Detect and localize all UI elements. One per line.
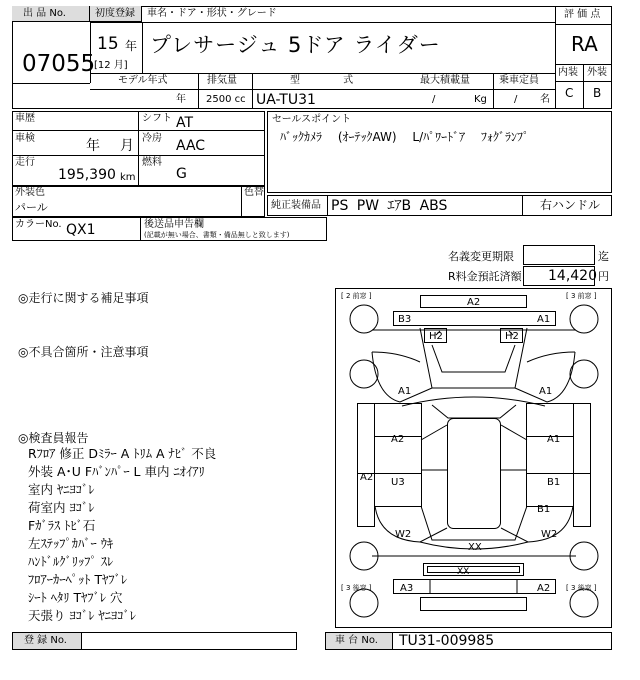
mark-rear-bumper-l: A3	[400, 583, 414, 594]
capacity-label: 乗車定員	[499, 75, 539, 86]
front-left-window-tag: [ 2 前窓 ]	[341, 292, 372, 300]
recycle-label: R料金預託済額	[448, 270, 522, 283]
mark-front-grille-r: A1	[537, 314, 551, 325]
mark-right-front-door: A1	[547, 434, 561, 445]
history-label: 車歴	[15, 113, 35, 124]
first-reg-year-unit: 年	[125, 39, 138, 53]
first-reg-label: 初度登録	[95, 8, 135, 19]
type-value: UA-TU31	[256, 92, 316, 108]
max-load-slash: /	[432, 94, 436, 105]
name-change-unit: 迄	[598, 250, 609, 263]
color-no-value: QX1	[66, 222, 96, 238]
mark-headlight-l: H2	[429, 331, 443, 342]
model-year-label: モデル年式	[118, 75, 168, 86]
ac-label: 冷房	[142, 133, 162, 144]
shift-value: AT	[176, 115, 194, 131]
fuel-label: 燃料	[142, 157, 162, 168]
report-line: ｼｰﾄ ﾍﾀﾘ Tﾔﾌﾞﾚ 穴	[28, 590, 123, 605]
reg-no-label: 登 録 No.	[24, 635, 67, 646]
report-line: 荷室内 ﾖｺﾞﾚ	[28, 500, 95, 515]
docs-note: (記載が無い場合、書類・備品無しと致します)	[144, 231, 290, 239]
steering-value: 右ハンドル	[540, 198, 601, 212]
mark-front-grille-l: B3	[398, 314, 412, 325]
mileage-value: 195,390	[58, 167, 116, 183]
ext-color-box	[12, 186, 265, 217]
sales-point-text: ﾊﾞｯｸｶﾒﾗ (ｵｰﾃｯｸAW) L/ﾊﾟﾜｰﾄﾞｱ ﾌｫｸﾞﾗﾝﾌﾟ	[280, 130, 529, 144]
first-reg-year: 15	[97, 34, 119, 54]
inspection-label: 車検	[15, 133, 35, 144]
name-change-label: 名義変更期限	[448, 250, 514, 263]
inspection-year: 年	[86, 138, 100, 154]
mark-right-rear-door: B1	[547, 477, 561, 488]
displacement-value: 2500 cc	[206, 94, 246, 105]
chassis-number: TU31-009985	[399, 633, 495, 649]
type-label: 型 式	[290, 75, 354, 86]
mark-left-rear-fender: W2	[395, 529, 412, 540]
report-line: 左ｽﾃｯﾌﾟｶﾊﾞｰ ｳｷ	[28, 536, 114, 551]
lot-number: 07055	[22, 51, 96, 77]
recycle-value: 14,420	[548, 268, 597, 284]
inspection-month: 月	[120, 138, 134, 154]
report-line: 天張り ﾖｺﾞﾚ ﾔﾆﾖｺﾞﾚ	[28, 608, 136, 623]
mark-rear-bumper-r: A2	[537, 583, 551, 594]
fuel-value: G	[176, 166, 187, 182]
report-line: 外装 A･U Fﾊﾞﾝﾊﾟｰ L 車内 ﾆｵｲｱﾘ	[28, 464, 205, 479]
report-line: 室内 ﾔﾆﾖｺﾞﾚ	[28, 482, 95, 497]
sales-point-label: セールスポイント	[272, 114, 352, 125]
defects-label: ◎不具合箇所・注意事項	[18, 345, 149, 359]
ext-color-value: パール	[15, 201, 48, 214]
mark-right-rear-quarter: B1	[537, 504, 551, 515]
displacement-label: 排気量	[207, 75, 237, 86]
report-line: Fｶﾞﾗｽ ﾄﾋﾞ石	[28, 518, 96, 533]
report-line: ﾊﾝﾄﾞﾙｸﾞﾘｯﾌﾟ ｽﾚ	[28, 554, 114, 569]
equipment-label: 純正装備品	[271, 200, 321, 211]
rear-left-window-tag: [ 3 後窓 ]	[341, 584, 372, 592]
capacity-unit: 名	[540, 94, 550, 105]
ext-color-label: 外装色	[15, 187, 45, 198]
mark-left-rocker: A2	[360, 472, 374, 483]
recycle-unit: 円	[598, 270, 609, 283]
driving-notes-label: ◎走行に関する補足事項	[18, 291, 149, 305]
mark-left-front-fender: A1	[398, 386, 412, 397]
mark-back-door: XX	[457, 567, 470, 577]
model-year-unit: 年	[176, 94, 186, 105]
car-name: プレサージュ 5ドア ライダー	[150, 33, 441, 57]
rear-right-window-tag: [ 3 後窓 ]	[566, 584, 597, 592]
front-right-window-tag: [ 3 前窓 ]	[566, 292, 597, 300]
mileage-label: 走行	[15, 157, 35, 168]
mark-right-rear-fender: W2	[541, 529, 558, 540]
rating-label: 評 価 点	[564, 9, 601, 20]
car-name-label: 車名・ドア・形状・グレード	[147, 8, 277, 19]
exterior-label: 外装	[587, 67, 607, 78]
mark-left-front-door: A2	[391, 434, 405, 445]
mark-right-front-fender: A1	[539, 386, 553, 397]
capacity-slash: /	[514, 94, 518, 105]
mark-left-rear-door: U3	[391, 477, 405, 488]
first-reg-month: [12 月]	[94, 60, 128, 71]
shift-label: シフト	[142, 113, 172, 124]
mark-roof-rear: XX	[468, 542, 482, 553]
color-no-label: カラーNo.	[15, 219, 62, 230]
lot-label: 出 品 No.	[23, 8, 66, 19]
car-damage-diagram	[335, 288, 612, 628]
interior-grade: C	[565, 86, 574, 100]
rating-value: RA	[571, 32, 598, 56]
report-line: Rﾌﾛｱ 修正 Dﾐﾗｰ A ﾄﾘﾑ A ﾅﾋﾞ 不良	[28, 446, 217, 461]
max-load-unit: Kg	[474, 94, 487, 105]
equipment-value: PS PW ｴｱB ABS	[331, 198, 448, 214]
mark-front-bumper: A2	[467, 297, 481, 308]
report-line: ﾌﾛｱｰｶｰﾍﾟｯﾄ Tﾔﾌﾞﾚ	[28, 572, 128, 587]
mark-headlight-r: H2	[505, 331, 519, 342]
inspector-label: ◎検査員報告	[18, 431, 89, 445]
name-change-box	[523, 245, 595, 265]
chassis-label: 車 台 No.	[335, 635, 378, 646]
color-change-label: 色替	[244, 187, 264, 198]
exterior-grade: B	[593, 86, 602, 100]
mileage-unit: km	[120, 172, 136, 183]
interior-label: 内装	[558, 67, 578, 78]
max-load-label: 最大積載量	[420, 75, 470, 86]
ac-value: AAC	[176, 138, 206, 154]
docs-label: 後送品申告欄	[144, 219, 204, 230]
